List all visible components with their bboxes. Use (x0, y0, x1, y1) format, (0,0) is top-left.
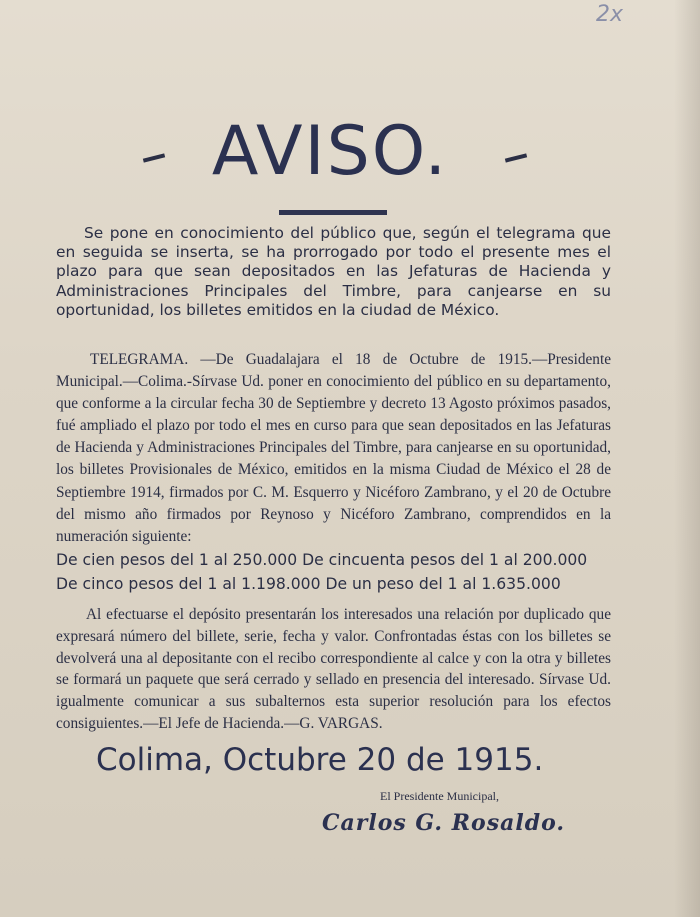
deposit-paragraph: Al efectuarse el depósito presentarán los interesados una relación por duplicado que expresará número del billete, serie, fecha y valor. Confrontadas éstas con los billetes se devolverá una al depositante con el recibo correspondiente al calce y con la otra y billetes se formará un paquete que será cerrado y sellado en presencia del interesado. Sírvase Ud. igualmente comunicar a sus subalternos esta superior resolución para los efectos consiguientes.—El Jefe de Hacienda.—G. VARGAS. (56, 606, 611, 732)
signatory-title: El Presidente Municipal, (380, 789, 499, 803)
title-dash-right (505, 153, 527, 162)
denomination-line: De cinco pesos del 1 al 1.198.000 De un peso del 1 al 1.635.000 (56, 575, 561, 593)
corner-handwritten-note: 2x (596, 2, 624, 27)
place-and-date: Colima, Octubre 20 de 1915. (96, 742, 544, 778)
title-dash-left (143, 153, 165, 162)
signatory-name: Carlos G. Rosaldo. (322, 810, 566, 836)
title-row (0, 112, 700, 192)
denominations-block (56, 548, 611, 596)
telegram-paragraph: TELEGRAMA. —De Guadalajara el 18 de Octubre de 1915.—Presidente Municipal.—Colima.-Sírvase Ud. poner en conocimiento del público en su departamento, que conforme a la circular fecha 30 de Septiembre y decreto 13 Agosto próximos pasados, fué ampliado el plazo por todo el mes en curso para que sean depositados en las Jefaturas de Hacienda y Administraciones Principales del Timbre, para canjearse en su oportunidad, los billetes Provisionales de México, emitidos en la misma Ciudad de México el 28 de Septiembre 1914, firmados por C. M. Esquerro y Nicéforo Zambrano, y el 20 de Octubre del mismo año firmados por Reynoso y Nicéforo Zambrano, comprendidos en la numeración siguiente: (56, 351, 611, 545)
title-underline-rule (279, 210, 387, 215)
intro-paragraph: Se pone en conocimiento del público que, según el telegrama que en seguida se inserta, se ha prorrogado por todo el presente mes el plazo para que sean depositados en las Jefaturas de Hacienda y Administraciones Principales del Timbre, para canjearse en su oportunidad, los billetes emitidos en la ciudad de México. (56, 224, 611, 319)
denomination-line: De cien pesos del 1 al 250.000 De cincuenta pesos del 1 al 200.000 (56, 551, 588, 569)
notice-title: AVISO. (211, 112, 449, 191)
